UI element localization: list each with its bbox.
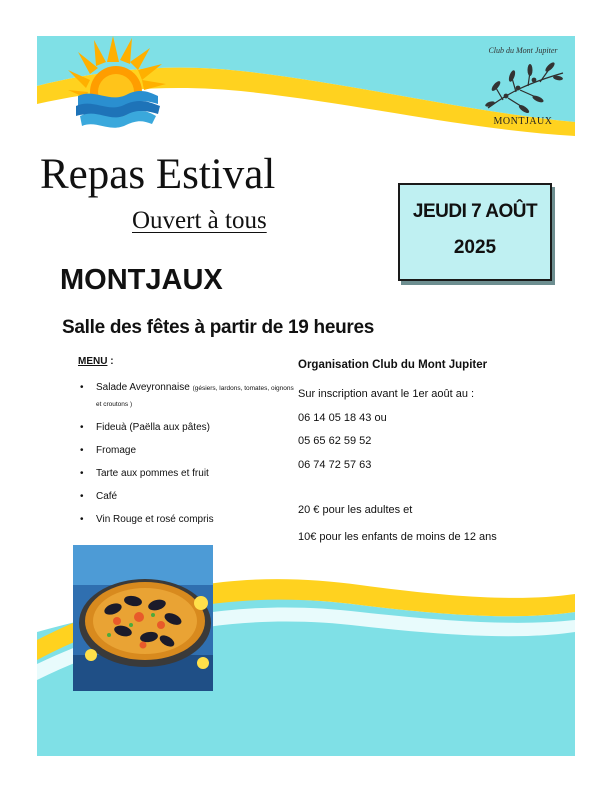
club-logo: [468, 42, 578, 134]
menu-item-label: Salade Aveyronnaise: [96, 382, 190, 393]
menu-item-label: Café: [96, 491, 118, 502]
menu-heading-label: MENU: [78, 356, 108, 367]
club-logo-town: MONTJAUX: [493, 116, 553, 127]
date-box: [398, 183, 552, 281]
phone-number: 05 65 62 59 52: [298, 435, 372, 447]
menu-item: [80, 489, 295, 504]
phone-number: 06 74 72 57 63: [298, 459, 372, 471]
event-subtitle: Ouvert à tous: [132, 207, 267, 234]
menu-item-detail: (gésiers, lardons, tomates, oignons et croutons ): [96, 385, 294, 408]
venue-text: Salle des fêtes à partir de 19 heures: [62, 317, 375, 338]
organisation-text: Organisation Club du Mont Jupiter: [298, 359, 488, 371]
price-adults: 20 € pour les adultes et: [298, 504, 413, 516]
town-heading: MONTJAUX: [60, 264, 223, 296]
menu-heading-colon: :: [107, 356, 114, 367]
menu-item-label: Fromage: [96, 445, 137, 456]
menu-item: [80, 420, 295, 435]
date-year: 2025: [453, 237, 497, 258]
club-logo-name: Club du Mont Jupiter: [488, 46, 558, 55]
menu-item: [80, 443, 295, 458]
menu-item: [80, 512, 295, 527]
menu-item: [80, 466, 295, 481]
price-children: 10€ pour les enfants de moins de 12 ans: [298, 531, 497, 543]
menu-item: [80, 380, 295, 412]
event-title: Repas Estival: [40, 151, 276, 198]
menu-item-label: Vin Rouge et rosé compris: [96, 514, 214, 525]
menu-list: [80, 380, 295, 535]
paella-photo: [73, 545, 213, 691]
menu-item-label: Tarte aux pommes et fruit: [96, 468, 209, 479]
olive-branch-icon: [468, 58, 578, 118]
date-day: JEUDI 7 AOÛT: [412, 201, 538, 222]
menu-heading: [78, 356, 114, 367]
inscription-text: Sur inscription avant le 1er août au :: [298, 388, 475, 400]
menu-item-label: Fideuà (Paëlla aux pâtes): [96, 422, 210, 433]
phone-number: 06 14 05 18 43 ou: [298, 412, 387, 424]
